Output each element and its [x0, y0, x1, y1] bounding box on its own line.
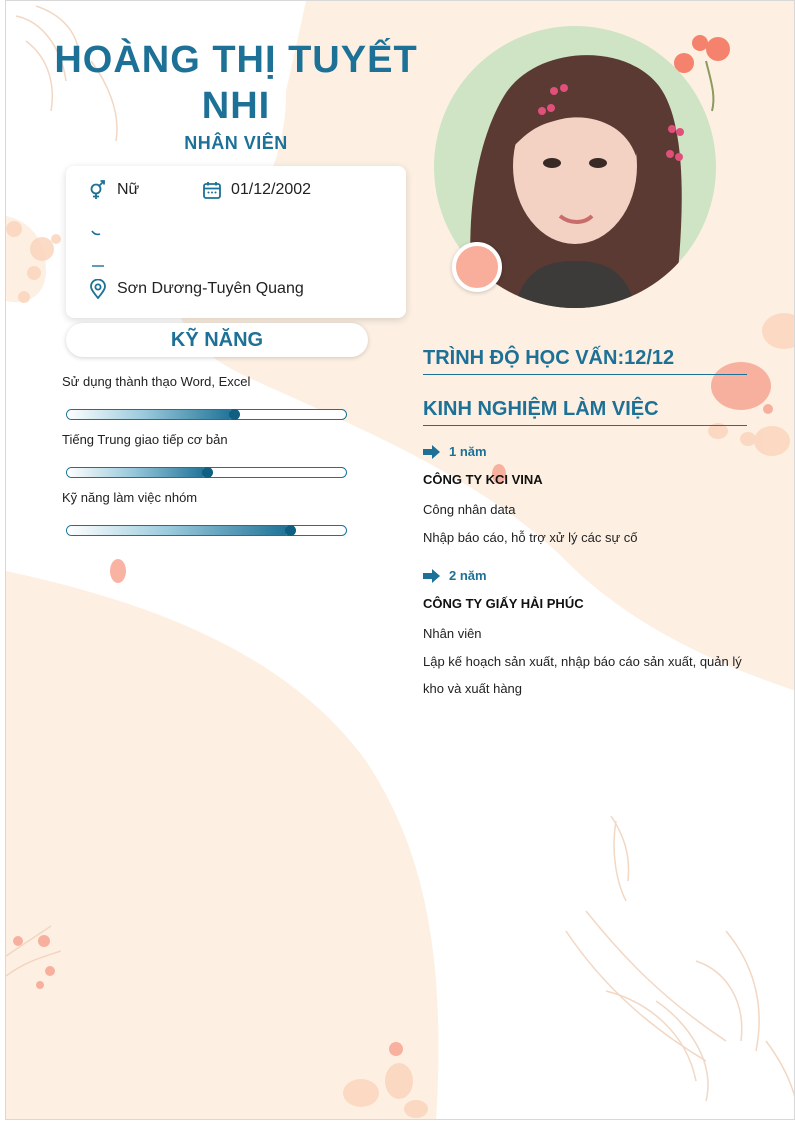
experience-heading: KINH NGHIỆM LÀM VIỆC	[423, 398, 747, 426]
skill-progress-bar	[66, 525, 347, 536]
skill-progress-fill	[67, 468, 207, 477]
birthday-value: 01/12/2002	[231, 181, 312, 198]
education-heading: TRÌNH ĐỘ HỌC VẤN:12/12	[423, 347, 747, 375]
skill-progress-fill	[67, 410, 234, 419]
arrow-right-icon	[423, 445, 440, 459]
skills-heading: KỸ NĂNG	[66, 323, 368, 357]
skill-progress-knob	[202, 467, 213, 478]
duration-label: 2 năm	[449, 568, 487, 583]
avatar-accent-dot	[452, 242, 502, 292]
email-row	[88, 254, 117, 274]
company-name: CÔNG TY GIẤY HẢI PHÚC	[423, 596, 584, 611]
job-position: Công nhân data	[423, 502, 516, 517]
arrow-right-icon	[423, 569, 440, 583]
gender-icon	[88, 180, 108, 200]
job-description: Nhập báo cáo, hỗ trợ xử lý các sự cố	[423, 530, 638, 545]
skill-label: Kỹ năng làm việc nhóm	[62, 490, 198, 505]
gender-row	[88, 180, 139, 200]
job-position: Nhân viên	[423, 626, 482, 641]
job-title: NHÂN VIÊN	[184, 133, 288, 153]
duration-label: 1 năm	[449, 444, 487, 459]
address-row	[88, 279, 304, 299]
skill-label: Sử dụng thành thạo Word, Excel	[62, 374, 251, 389]
phone-row	[88, 220, 117, 240]
experience-duration	[423, 568, 487, 583]
location-pin-icon	[88, 279, 108, 299]
skill-progress-bar	[66, 409, 347, 420]
experience-duration	[423, 444, 487, 459]
job-description: Lập kế hoạch sản xuất, nhập báo cáo sản xuất, quản lý kho và xuất hàng	[423, 654, 742, 696]
skill-progress-fill	[67, 526, 290, 535]
phone-icon	[88, 220, 108, 240]
gender-value: Nữ	[117, 181, 140, 198]
skill-progress-knob	[285, 525, 296, 536]
company-name: CÔNG TY KCI VINA	[423, 472, 543, 487]
email-icon	[88, 254, 108, 274]
cv-page	[5, 0, 795, 1120]
skill-progress-knob	[229, 409, 240, 420]
skill-label: Tiếng Trung giao tiếp cơ bản	[62, 432, 228, 447]
address-value: Sơn Dương-Tuyên Quang	[117, 280, 304, 297]
skill-progress-bar	[66, 467, 347, 478]
birthday-row	[202, 180, 311, 200]
personal-info-card	[66, 166, 406, 318]
candidate-name: HOÀNG THỊ TUYẾT NHI	[54, 39, 418, 127]
calendar-icon	[202, 180, 222, 200]
